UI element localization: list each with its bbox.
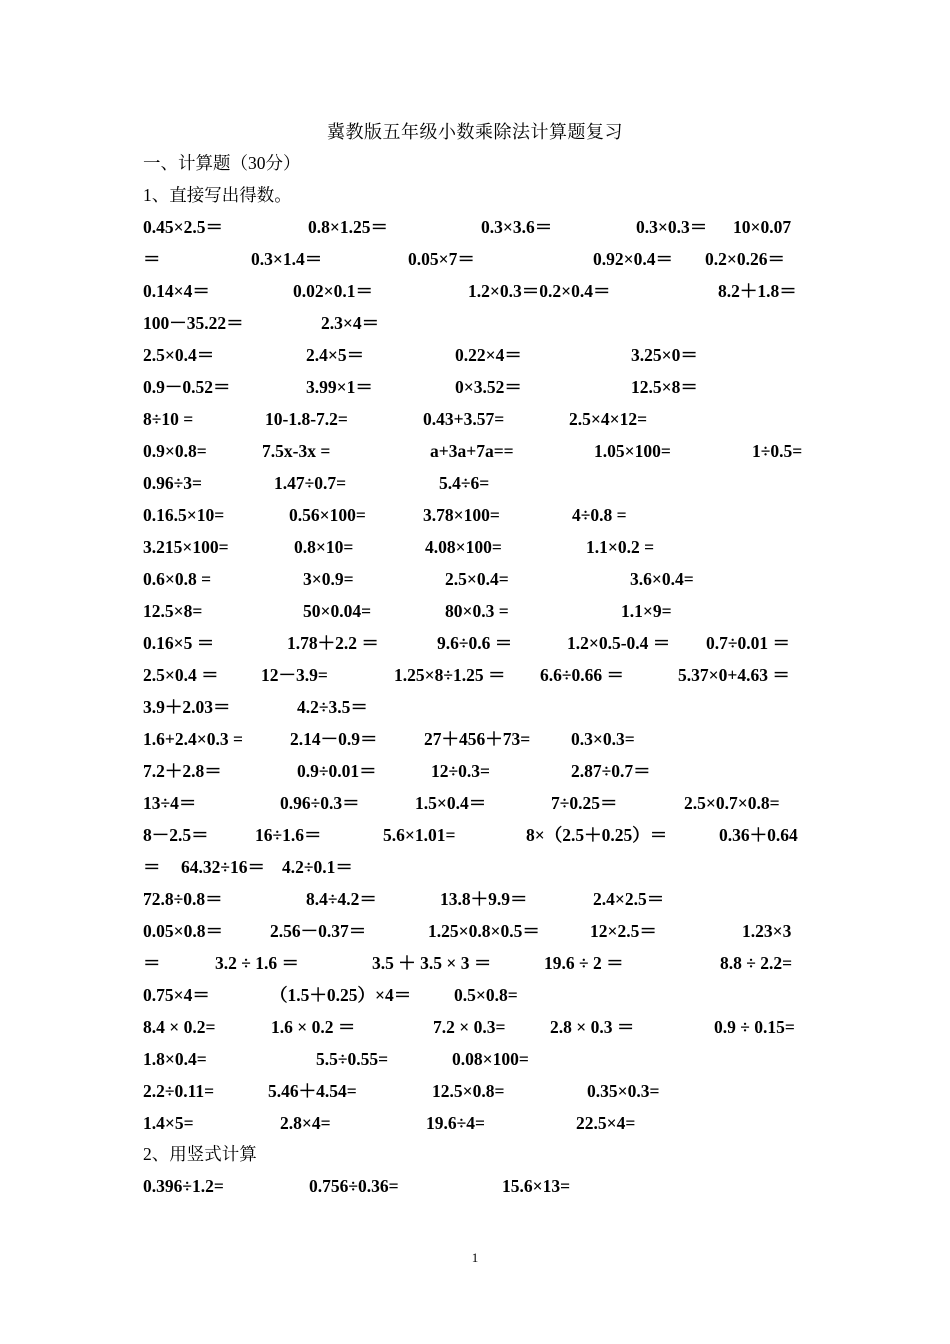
math-problem: 64.32÷16＝ (181, 857, 265, 877)
math-problem: 3.5 ＋ 3.5 × 3 ＝ (372, 953, 492, 973)
math-problem: 8.4 × 0.2= (143, 1017, 216, 1037)
math-problem: 1.5×0.4＝ (415, 793, 487, 813)
math-problem: 10-1.8-7.2= (265, 409, 348, 429)
math-problem: 7.2 × 0.3= (433, 1017, 506, 1037)
math-problem: 0.7÷0.01 ＝ (706, 633, 790, 653)
math-problem: 3.99×1＝ (306, 377, 373, 397)
math-problem: 22.5×4= (576, 1113, 636, 1133)
math-problem: 6.6÷0.66 ＝ (540, 665, 624, 685)
math-problem: 0.56×100= (289, 505, 366, 525)
math-problem: 12.5×8＝ (631, 377, 698, 397)
math-problem: 0.92×0.4＝ (593, 249, 673, 269)
math-problem: 8×（2.5＋0.25）＝ (526, 825, 668, 845)
math-problem: 0.9×0.8= (143, 441, 207, 461)
section-heading: 一、计算题（30分） (143, 153, 301, 173)
math-problem: 1.25×0.8×0.5＝ (428, 921, 540, 941)
math-problem: 27＋456＋73= (424, 729, 531, 749)
math-problem: 100－35.22＝ (143, 313, 244, 333)
math-problem: 12.5×0.8= (432, 1081, 505, 1101)
math-problem: 13.8＋9.9＝ (440, 889, 528, 909)
math-problem: 4÷0.8 = (572, 505, 627, 525)
math-problem: 0.2×0.26＝ (705, 249, 785, 269)
math-problem: 2.5×0.4 ＝ (143, 665, 219, 685)
math-problem: 2.4×2.5＝ (593, 889, 665, 909)
math-problem: 0.36＋0.64 (719, 825, 798, 845)
math-problem: 1.47÷0.7= (274, 473, 347, 493)
math-problem: 0.5×0.8= (454, 985, 518, 1005)
math-problem: 2.3×4＝ (321, 313, 380, 333)
math-problem: 12×2.5＝ (590, 921, 657, 941)
math-problem: 2.5×0.4= (445, 569, 509, 589)
math-problem: 2.5×0.4＝ (143, 345, 215, 365)
math-problem: 13÷4＝ (143, 793, 197, 813)
math-problem: 5.6×1.01= (383, 825, 456, 845)
math-problem: 5.37×0+4.63 ＝ (678, 665, 790, 685)
math-problem: 2.56－0.37＝ (270, 921, 367, 941)
math-problem: 1.78＋2.2 ＝ (287, 633, 379, 653)
math-problem: 9.6÷0.6 ＝ (437, 633, 513, 653)
math-problem: 2.5×0.7×0.8= (684, 793, 780, 813)
math-problem: 0.22×4＝ (455, 345, 522, 365)
math-problem: 0.8×10= (294, 537, 354, 557)
math-problem: 0.35×0.3= (587, 1081, 660, 1101)
math-problem: 3.2 ÷ 1.6 ＝ (215, 953, 299, 973)
math-problem: 80×0.3 = (445, 601, 509, 621)
math-problem: ＝ (143, 857, 161, 877)
math-problem: 0.9 ÷ 0.15= (714, 1017, 795, 1037)
math-problem: 7.5x-3x = (262, 441, 331, 461)
math-problem: 0.3×1.4＝ (251, 249, 323, 269)
math-problem: 8－2.5＝ (143, 825, 209, 845)
math-problem: 0.96÷0.3＝ (280, 793, 360, 813)
math-problem: 1.4×5= (143, 1113, 194, 1133)
math-problem: 0×3.52＝ (455, 377, 522, 397)
math-problem: 3×0.9= (303, 569, 354, 589)
math-problem: 3.78×100= (423, 505, 500, 525)
math-problem: 0.08×100= (452, 1049, 529, 1069)
math-problem: 1.6+2.4×0.3 = (143, 729, 243, 749)
math-problem: 2.8×4= (280, 1113, 331, 1133)
math-problem: 0.75×4＝ (143, 985, 210, 1005)
math-problem: 0.6×0.8 = (143, 569, 212, 589)
math-problem: 0.45×2.5＝ (143, 217, 223, 237)
math-problem: 8.2＋1.8＝ (718, 281, 797, 301)
page-title: 冀教版五年级小数乘除法计算题复习 (327, 122, 623, 142)
math-problem: 7.2＋2.8＝ (143, 761, 222, 781)
math-problem: 19.6 ÷ 2 ＝ (544, 953, 624, 973)
math-problem: 2.87÷0.7＝ (571, 761, 651, 781)
math-problem: 10×0.07 (733, 217, 792, 237)
math-problem: 0.05×7＝ (408, 249, 475, 269)
math-problem: 72.8÷0.8＝ (143, 889, 223, 909)
math-problem: 0.8×1.25＝ (308, 217, 388, 237)
math-problem: 3.215×100= (143, 537, 229, 557)
math-problem: 8÷10 = (143, 409, 194, 429)
math-problem: 3.25×0＝ (631, 345, 698, 365)
math-problem: 1.8×0.4= (143, 1049, 207, 1069)
math-problem: （1.5＋0.25）×4＝ (270, 985, 412, 1005)
math-problem: 0.3×0.3＝ (636, 217, 708, 237)
math-problem: 12－3.9= (261, 665, 328, 685)
math-problem: 0.16.5×10= (143, 505, 225, 525)
math-problem: 1÷0.5= (752, 441, 803, 461)
math-problem: 2.4×5＝ (306, 345, 365, 365)
math-problem: 0.05×0.8＝ (143, 921, 223, 941)
math-problem: 5.5÷0.55= (316, 1049, 389, 1069)
math-problem: 0.96÷3= (143, 473, 202, 493)
math-problem: 12.5×8= (143, 601, 203, 621)
subheading-vertical-calculation: 2、用竖式计算 (143, 1144, 257, 1164)
vertical-math-problem: 0.756÷0.36= (309, 1176, 399, 1196)
math-problem: 8.8 ÷ 2.2= (720, 953, 793, 973)
math-problem: 1.23×3 (742, 921, 792, 941)
vertical-math-problem: 15.6×13= (502, 1176, 571, 1196)
math-problem: ＝ (143, 953, 161, 973)
math-problem: 0.9－0.52＝ (143, 377, 231, 397)
math-problem: 5.4÷6= (439, 473, 490, 493)
math-problem: 0.16×5 ＝ (143, 633, 215, 653)
math-problem: 0.3×3.6＝ (481, 217, 553, 237)
math-problem: 4.2÷3.5＝ (297, 697, 368, 717)
vertical-math-problem: 0.396÷1.2= (143, 1176, 224, 1196)
subheading-direct-answers: 1、直接写出得数。 (143, 185, 292, 205)
math-problem: 2.2÷0.11= (143, 1081, 215, 1101)
math-problem: 2.8 × 0.3 ＝ (550, 1017, 635, 1037)
math-problem: 2.14－0.9＝ (290, 729, 378, 749)
math-problem: 7÷0.25＝ (551, 793, 618, 813)
math-problem: 3.9＋2.03＝ (143, 697, 231, 717)
math-problem: 2.5×4×12= (569, 409, 648, 429)
math-problem: 1.05×100= (594, 441, 671, 461)
math-problem: 0.02×0.1＝ (293, 281, 373, 301)
math-problem: 1.25×8÷1.25 ＝ (394, 665, 506, 685)
math-problem: 4.2÷0.1＝ (282, 857, 353, 877)
math-problem: 1.6 × 0.2 ＝ (271, 1017, 356, 1037)
math-problem: 19.6÷4= (426, 1113, 485, 1133)
math-problem: 3.6×0.4= (630, 569, 694, 589)
math-problem: ＝ (143, 249, 161, 269)
math-problem: 8.4÷4.2＝ (306, 889, 377, 909)
page-number: 1 (471, 1250, 479, 1265)
math-problem: 16÷1.6＝ (255, 825, 322, 845)
math-problem: 0.43+3.57= (423, 409, 505, 429)
math-problem: 1.2×0.3＝0.2×0.4＝ (468, 281, 611, 301)
math-problem: 0.14×4＝ (143, 281, 210, 301)
math-problem: a+3a+7a== (430, 441, 514, 461)
math-problem: 4.08×100= (425, 537, 502, 557)
math-problem: 1.1×9= (621, 601, 672, 621)
math-problem: 5.46＋4.54= (268, 1081, 357, 1101)
math-problem: 0.9÷0.01＝ (297, 761, 377, 781)
math-problem: 1.1×0.2 = (586, 537, 655, 557)
math-problem: 1.2×0.5-0.4 ＝ (567, 633, 671, 653)
math-problem: 12÷0.3= (431, 761, 490, 781)
math-problem: 50×0.04= (303, 601, 372, 621)
math-problem: 0.3×0.3= (571, 729, 635, 749)
